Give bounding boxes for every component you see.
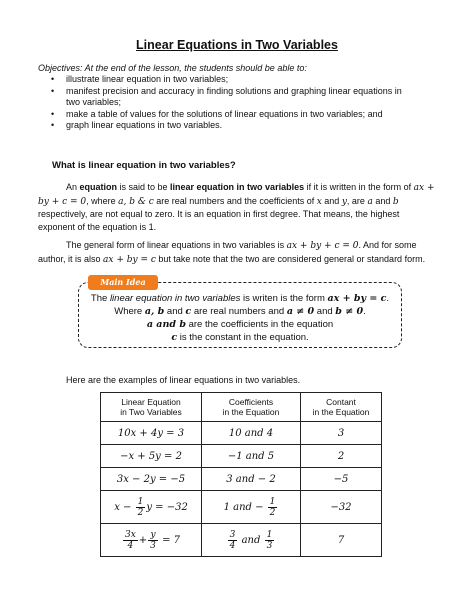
coefficients-cell: 1 and − $\frac{1}{2}$: [202, 491, 301, 524]
constant-cell: 3: [301, 422, 382, 445]
objectives-intro: Objectives: At the end of the lesson, the students should be able to:: [38, 63, 307, 73]
equation-cell: −x + 5y = 2: [101, 445, 202, 468]
main-idea-badge-label: Main Idea: [100, 277, 146, 287]
general-form-paragraph: The general form of linear equations in two variables is ax + by + c = 0. And for some author, it is also ax + by = c but take note that the two are considered general or standard form.: [38, 240, 426, 265]
objective-item: • illustrate linear equation in two variables;: [38, 74, 418, 86]
coefficients-cell: −1 and 5: [202, 445, 301, 468]
objective-item: • make a table of values for the solutions of linear equations in two variables; and: [38, 109, 418, 121]
fraction: $\frac{1}{2}$: [269, 496, 276, 518]
table-header-row: [101, 393, 382, 422]
main-idea-line: Where a, b and c are real numbers and a ≠ 0 and b ≠ 0.: [114, 306, 366, 317]
table-row: [101, 445, 382, 468]
table-row: [101, 422, 382, 445]
main-idea-content: [80, 292, 400, 344]
table-row: [101, 468, 382, 491]
equation-cell: $\frac{3x}{4}$ + $\frac{y}{3}$ = 7: [101, 524, 202, 557]
page-title: Linear Equations in Two Variables: [136, 38, 338, 52]
constant-cell: 7: [301, 524, 382, 557]
column-header: Linear Equation in Two Variables: [101, 393, 202, 422]
fraction: $\frac{y}{3}$: [150, 529, 156, 551]
constant-cell: −5: [301, 468, 382, 491]
objective-item: • manifest precision and accuracy in finding solutions and graphing linear equations in two variables;: [38, 86, 418, 109]
main-idea-line: c is the constant in the equation.: [171, 332, 309, 343]
coefficients-cell: 3 and − 2: [202, 468, 301, 491]
fraction: $\frac{3}{4}$: [229, 529, 236, 551]
constant-cell: 2: [301, 445, 382, 468]
equation-cell: x − $\frac{1}{2}$ y = −32: [101, 491, 202, 524]
main-idea-line: The linear equation in two variables is writen is the form ax + by = c.: [90, 293, 390, 304]
column-header: Coefficients in the Equation: [202, 393, 301, 422]
equation-cell: 10x + 4y = 3: [101, 422, 202, 445]
objectives-list: [38, 74, 418, 132]
fraction: $\frac{1}{2}$: [137, 496, 144, 518]
fraction: $\frac{1}{3}$: [266, 529, 273, 551]
definition-paragraph: An equation is said to be linear equation in two variables if it is written in the form of ax + by + c = 0, where a, b & c are real numbers and the coefficients of x and y, are a and b respectively, are not equal to zero. It is an equation in first degree. That means, the highest exponent of the equation is 1.: [38, 182, 435, 232]
table-row: [101, 524, 382, 557]
coefficients-cell: $\frac{3}{4}$ and $\frac{1}{3}$: [202, 524, 301, 557]
examples-intro: Here are the examples of linear equations in two variables.: [66, 375, 301, 385]
objective-item: • graph linear equations in two variables.: [38, 120, 418, 132]
column-header: Contant in the Equation: [301, 393, 382, 422]
fraction: $\frac{3x}{4}$: [124, 529, 136, 551]
examples-table: [100, 392, 382, 557]
main-idea-line: a and b are the coefficients in the equation: [146, 319, 334, 330]
constant-cell: −32: [301, 491, 382, 524]
section-heading: What is linear equation in two variables?: [52, 160, 236, 171]
coefficients-cell: 10 and 4: [202, 422, 301, 445]
table-row: [101, 491, 382, 524]
equation-cell: 3x − 2y = −5: [101, 468, 202, 491]
